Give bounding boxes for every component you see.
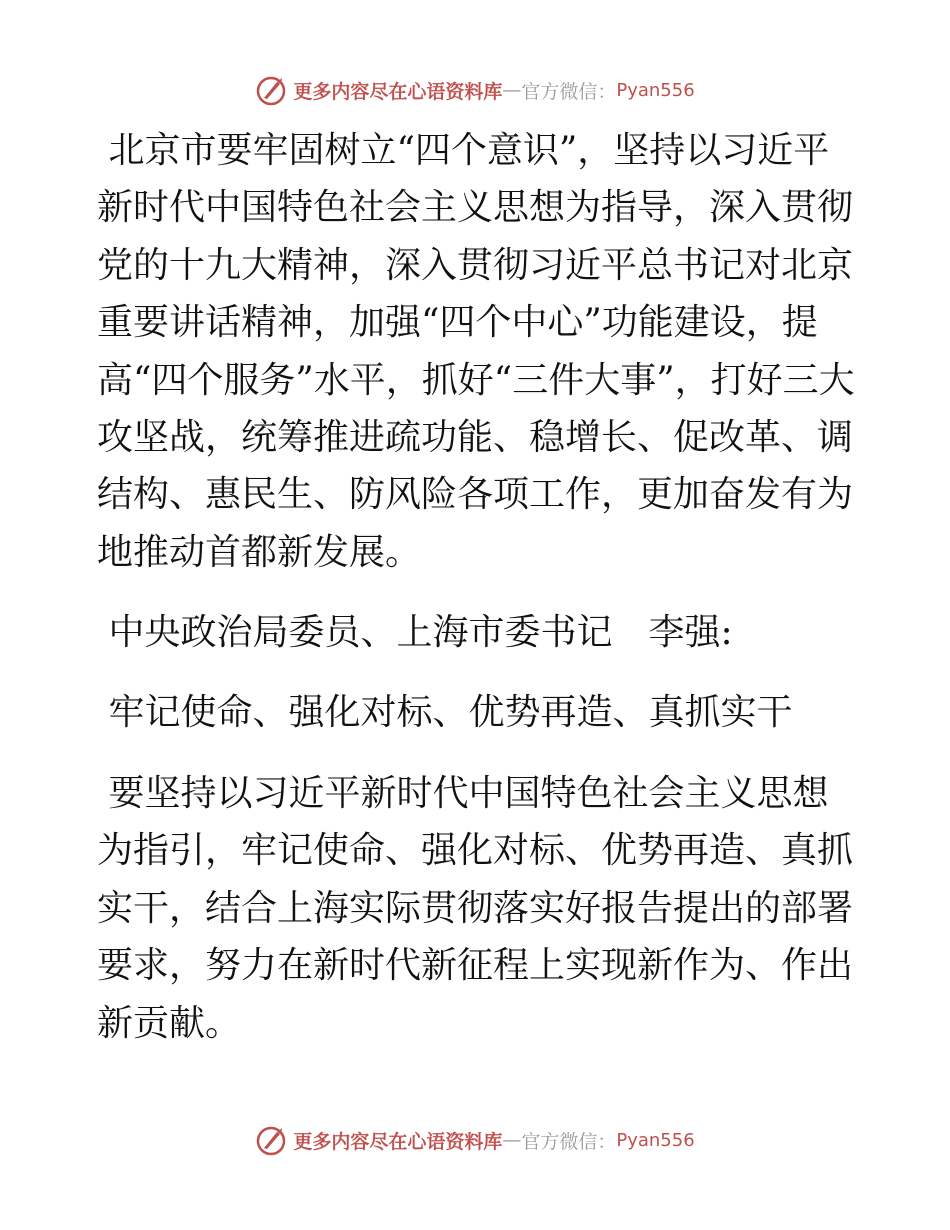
watermark-label: 官方微信： [521, 1130, 617, 1153]
paragraph-theme: 牢记使命、强化对标、优势再造、真抓实干 [97, 692, 793, 733]
quill-circle-icon [255, 74, 287, 106]
quill-circle-icon [255, 1124, 287, 1156]
watermark-dash: — [502, 79, 522, 101]
paragraph-beijing: 北京市要牢固树立“四个意识”，坚持以习近平新时代中国特色社会主义思想为指导，深入贯彻党的十九大精神，深入贯彻习近平总书记对北京重要讲话精神，加强“四个中心”功能建设，提高“四个服务”水平，抓好“三件大事”，打好三大攻坚战，统筹推进疏功能、稳增长、促改革、调结构、惠民生、防风险各项工作，更加奋发有为地推动首都新发展。 [97, 130, 855, 573]
footer-watermark [0, 1120, 950, 1160]
watermark-title: 更多内容尽在心语资料库 [293, 80, 503, 103]
watermark-title: 更多内容尽在心语资料库 [293, 1130, 503, 1153]
paragraph-shanghai: 要坚持以习近平新时代中国特色社会主义思想为指引，牢记使命、强化对标、优势再造、真抓实干，结合上海实际贯彻落实好报告提出的部署要求，努力在新时代新征程上实现新作为、作出新贡献。 [97, 773, 854, 1044]
paragraph-speaker: 中央政治局委员、上海市委书记 李强: [97, 612, 733, 653]
header-watermark [0, 70, 950, 110]
watermark-label: 官方微信： [521, 80, 617, 103]
watermark-dash: — [502, 1129, 522, 1151]
watermark-handle: Pyan556 [616, 1129, 695, 1151]
watermark-handle: Pyan556 [616, 79, 695, 101]
